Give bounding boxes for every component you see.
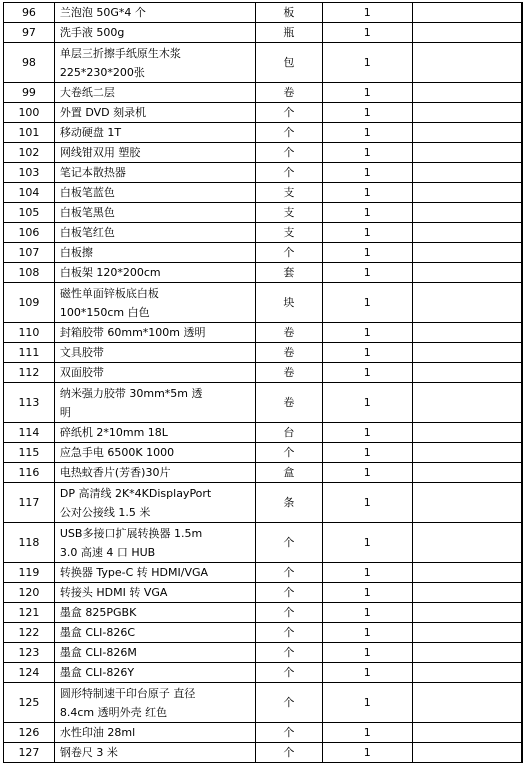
item-quantity: 1 [322,623,413,643]
item-quantity: 1 [322,723,413,743]
item-unit: 个 [256,643,322,663]
blank-cell [521,683,522,723]
item-quantity: 1 [322,83,413,103]
table-row [4,683,523,723]
item-unit: 卷 [256,383,322,423]
blank-cell [413,223,522,243]
item-number: 108 [4,263,55,283]
blank-cell [521,163,522,183]
item-unit: 套 [256,263,322,283]
item-name: 应急手电 6500K 1000 [54,443,255,463]
item-name: 水性印油 28ml [54,723,255,743]
item-unit: 个 [256,143,322,163]
blank-cell [521,663,522,683]
item-number: 114 [4,423,55,443]
item-unit: 卷 [256,323,322,343]
item-quantity: 1 [322,483,413,523]
item-quantity: 1 [322,23,413,43]
blank-cell [521,583,522,603]
blank-cell [521,123,522,143]
item-number: 122 [4,623,55,643]
item-name: 文具胶带 [54,343,255,363]
item-name: USB多接口扩展转换器 1.5m 3.0 高速 4 口 HUB [54,523,255,563]
blank-cell [521,43,522,83]
blank-cell [413,443,522,463]
item-unit: 个 [256,563,322,583]
item-name: 移动硬盘 1T [54,123,255,143]
blank-cell [413,83,522,103]
table-row [4,723,523,743]
blank-cell [521,563,522,583]
table-row [4,563,523,583]
blank-cell [521,363,522,383]
item-unit: 个 [256,623,322,643]
item-name: 墨盒 CLI-826C [54,623,255,643]
item-number: 120 [4,583,55,603]
item-number: 111 [4,343,55,363]
blank-cell [521,383,522,423]
blank-cell [521,603,522,623]
blank-cell [521,203,522,223]
item-name: 白板擦 [54,243,255,263]
item-unit: 瓶 [256,23,322,43]
item-name: 单层三折擦手纸原生木浆 225*230*200张 [54,43,255,83]
blank-cell [413,523,522,563]
item-unit: 个 [256,443,322,463]
item-unit: 支 [256,203,322,223]
item-number: 100 [4,103,55,123]
item-name: 电热蚊香片(芳香)30片 [54,463,255,483]
item-number: 104 [4,183,55,203]
table-row [4,743,523,763]
blank-cell [413,663,522,683]
table-row [4,83,523,103]
blank-cell [521,623,522,643]
blank-cell [521,723,522,743]
item-number: 106 [4,223,55,243]
blank-cell [521,643,522,663]
blank-cell [413,643,522,663]
table-row [4,363,523,383]
item-name: 磁性单面锌板底白板 100*150cm 白色 [54,283,255,323]
table-row [4,263,523,283]
item-unit: 支 [256,183,322,203]
blank-cell [521,223,522,243]
blank-cell [413,383,522,423]
item-quantity: 1 [322,663,413,683]
item-number: 124 [4,663,55,683]
item-number: 116 [4,463,55,483]
blank-cell [413,683,522,723]
item-name: 白板架 120*200cm [54,263,255,283]
blank-cell [413,123,522,143]
blank-cell [521,3,522,23]
item-unit: 卷 [256,363,322,383]
blank-cell [413,603,522,623]
table-row [4,423,523,443]
item-quantity: 1 [322,323,413,343]
table-row [4,523,523,563]
item-unit: 支 [256,223,322,243]
item-unit: 个 [256,243,322,263]
item-quantity: 1 [322,283,413,323]
blank-cell [413,483,522,523]
item-unit: 板 [256,3,322,23]
blank-cell [521,323,522,343]
item-number: 118 [4,523,55,563]
item-name: 转接头 HDMI 转 VGA [54,583,255,603]
blank-cell [413,363,522,383]
item-number: 110 [4,323,55,343]
item-quantity: 1 [322,43,413,83]
blank-cell [413,43,522,83]
blank-cell [413,343,522,363]
item-unit: 个 [256,103,322,123]
item-quantity: 1 [322,223,413,243]
item-unit: 个 [256,523,322,563]
item-quantity: 1 [322,183,413,203]
item-quantity: 1 [322,363,413,383]
item-number: 113 [4,383,55,423]
table-row [4,23,523,43]
table-row [4,243,523,263]
item-name: 洗手液 500g [54,23,255,43]
item-number: 119 [4,563,55,583]
table-row [4,463,523,483]
table-row [4,603,523,623]
item-unit: 个 [256,603,322,623]
blank-cell [521,263,522,283]
blank-cell [521,23,522,43]
item-quantity: 1 [322,603,413,623]
item-quantity: 1 [322,263,413,283]
item-unit: 个 [256,583,322,603]
blank-cell [521,283,522,323]
table-row [4,183,523,203]
item-name: 外置 DVD 刻录机 [54,103,255,123]
table-row [4,3,523,23]
blank-cell [521,463,522,483]
item-name: 墨盒 CLI-826M [54,643,255,663]
item-unit: 条 [256,483,322,523]
item-unit: 个 [256,663,322,683]
item-number: 123 [4,643,55,663]
blank-cell [521,183,522,203]
blank-cell [413,743,522,763]
item-quantity: 1 [322,463,413,483]
item-quantity: 1 [322,523,413,563]
item-name: 笔记本散热器 [54,163,255,183]
blank-cell [413,623,522,643]
item-name: 白板笔蓝色 [54,183,255,203]
item-unit: 卷 [256,343,322,363]
blank-cell [413,463,522,483]
item-number: 98 [4,43,55,83]
item-name: 转换器 Type-C 转 HDMI/VGA [54,563,255,583]
item-unit: 个 [256,743,322,763]
item-number: 109 [4,283,55,323]
item-quantity: 1 [322,443,413,463]
item-number: 102 [4,143,55,163]
item-number: 125 [4,683,55,723]
blank-cell [521,743,522,763]
table-row [4,143,523,163]
item-name: 纳米强力胶带 30mm*5m 透 明 [54,383,255,423]
item-quantity: 1 [322,243,413,263]
item-unit: 台 [256,423,322,443]
item-number: 115 [4,443,55,463]
item-number: 99 [4,83,55,103]
table-row [4,583,523,603]
item-number: 97 [4,23,55,43]
blank-cell [413,263,522,283]
blank-cell [413,3,522,23]
table-row [4,643,523,663]
blank-cell [413,163,522,183]
blank-cell [413,23,522,43]
table-row [4,43,523,83]
blank-cell [413,323,522,343]
blank-cell [521,443,522,463]
item-quantity: 1 [322,583,413,603]
item-number: 96 [4,3,55,23]
item-table [3,2,523,763]
table-row [4,443,523,463]
item-name: 墨盒 CLI-826Y [54,663,255,683]
item-quantity: 1 [322,3,413,23]
item-unit: 卷 [256,83,322,103]
blank-cell [521,143,522,163]
blank-cell [521,83,522,103]
item-name: 网线钳双用 塑胶 [54,143,255,163]
item-name: 白板笔黑色 [54,203,255,223]
table-row [4,323,523,343]
item-unit: 个 [256,683,322,723]
item-quantity: 1 [322,563,413,583]
item-number: 126 [4,723,55,743]
item-name: 兰泡泡 50G*4 个 [54,3,255,23]
blank-cell [521,483,522,523]
blank-cell [521,243,522,263]
item-unit: 个 [256,163,322,183]
table-row [4,663,523,683]
blank-cell [521,423,522,443]
blank-cell [413,283,522,323]
table-row [4,483,523,523]
item-unit: 块 [256,283,322,323]
table-row [4,383,523,423]
blank-cell [413,203,522,223]
item-number: 101 [4,123,55,143]
item-number: 112 [4,363,55,383]
item-unit: 个 [256,123,322,143]
item-quantity: 1 [322,103,413,123]
item-table-body [4,3,523,763]
table-row [4,203,523,223]
item-number: 117 [4,483,55,523]
table-row [4,123,523,143]
blank-cell [413,563,522,583]
blank-cell [413,423,522,443]
blank-cell [413,143,522,163]
item-quantity: 1 [322,163,413,183]
item-quantity: 1 [322,123,413,143]
item-name: 大卷纸二层 [54,83,255,103]
item-name: 白板笔红色 [54,223,255,243]
item-number: 121 [4,603,55,623]
item-number: 107 [4,243,55,263]
table-row [4,283,523,323]
table-row [4,623,523,643]
item-quantity: 1 [322,643,413,663]
item-name: 圆形特制速干印台原子 直径 8.4cm 透明外壳 红色 [54,683,255,723]
blank-cell [413,723,522,743]
table-row [4,163,523,183]
item-quantity: 1 [322,743,413,763]
table-row [4,223,523,243]
item-name: 钢卷尺 3 米 [54,743,255,763]
item-number: 127 [4,743,55,763]
blank-cell [521,103,522,123]
item-name: 封箱胶带 60mm*100m 透明 [54,323,255,343]
item-quantity: 1 [322,423,413,443]
blank-cell [413,583,522,603]
item-name: 墨盒 825PGBK [54,603,255,623]
item-quantity: 1 [322,343,413,363]
item-unit: 包 [256,43,322,83]
item-number: 103 [4,163,55,183]
blank-cell [521,523,522,563]
item-quantity: 1 [322,383,413,423]
blank-cell [413,103,522,123]
blank-cell [413,183,522,203]
blank-cell [521,343,522,363]
table-row [4,343,523,363]
item-unit: 盒 [256,463,322,483]
item-quantity: 1 [322,683,413,723]
item-name: 双面胶带 [54,363,255,383]
item-name: DP 高清线 2K*4KDisplayPort 公对公接线 1.5 米 [54,483,255,523]
item-number: 105 [4,203,55,223]
table-row [4,103,523,123]
blank-cell [413,243,522,263]
item-name: 碎纸机 2*10mm 18L [54,423,255,443]
item-unit: 个 [256,723,322,743]
item-quantity: 1 [322,203,413,223]
item-quantity: 1 [322,143,413,163]
